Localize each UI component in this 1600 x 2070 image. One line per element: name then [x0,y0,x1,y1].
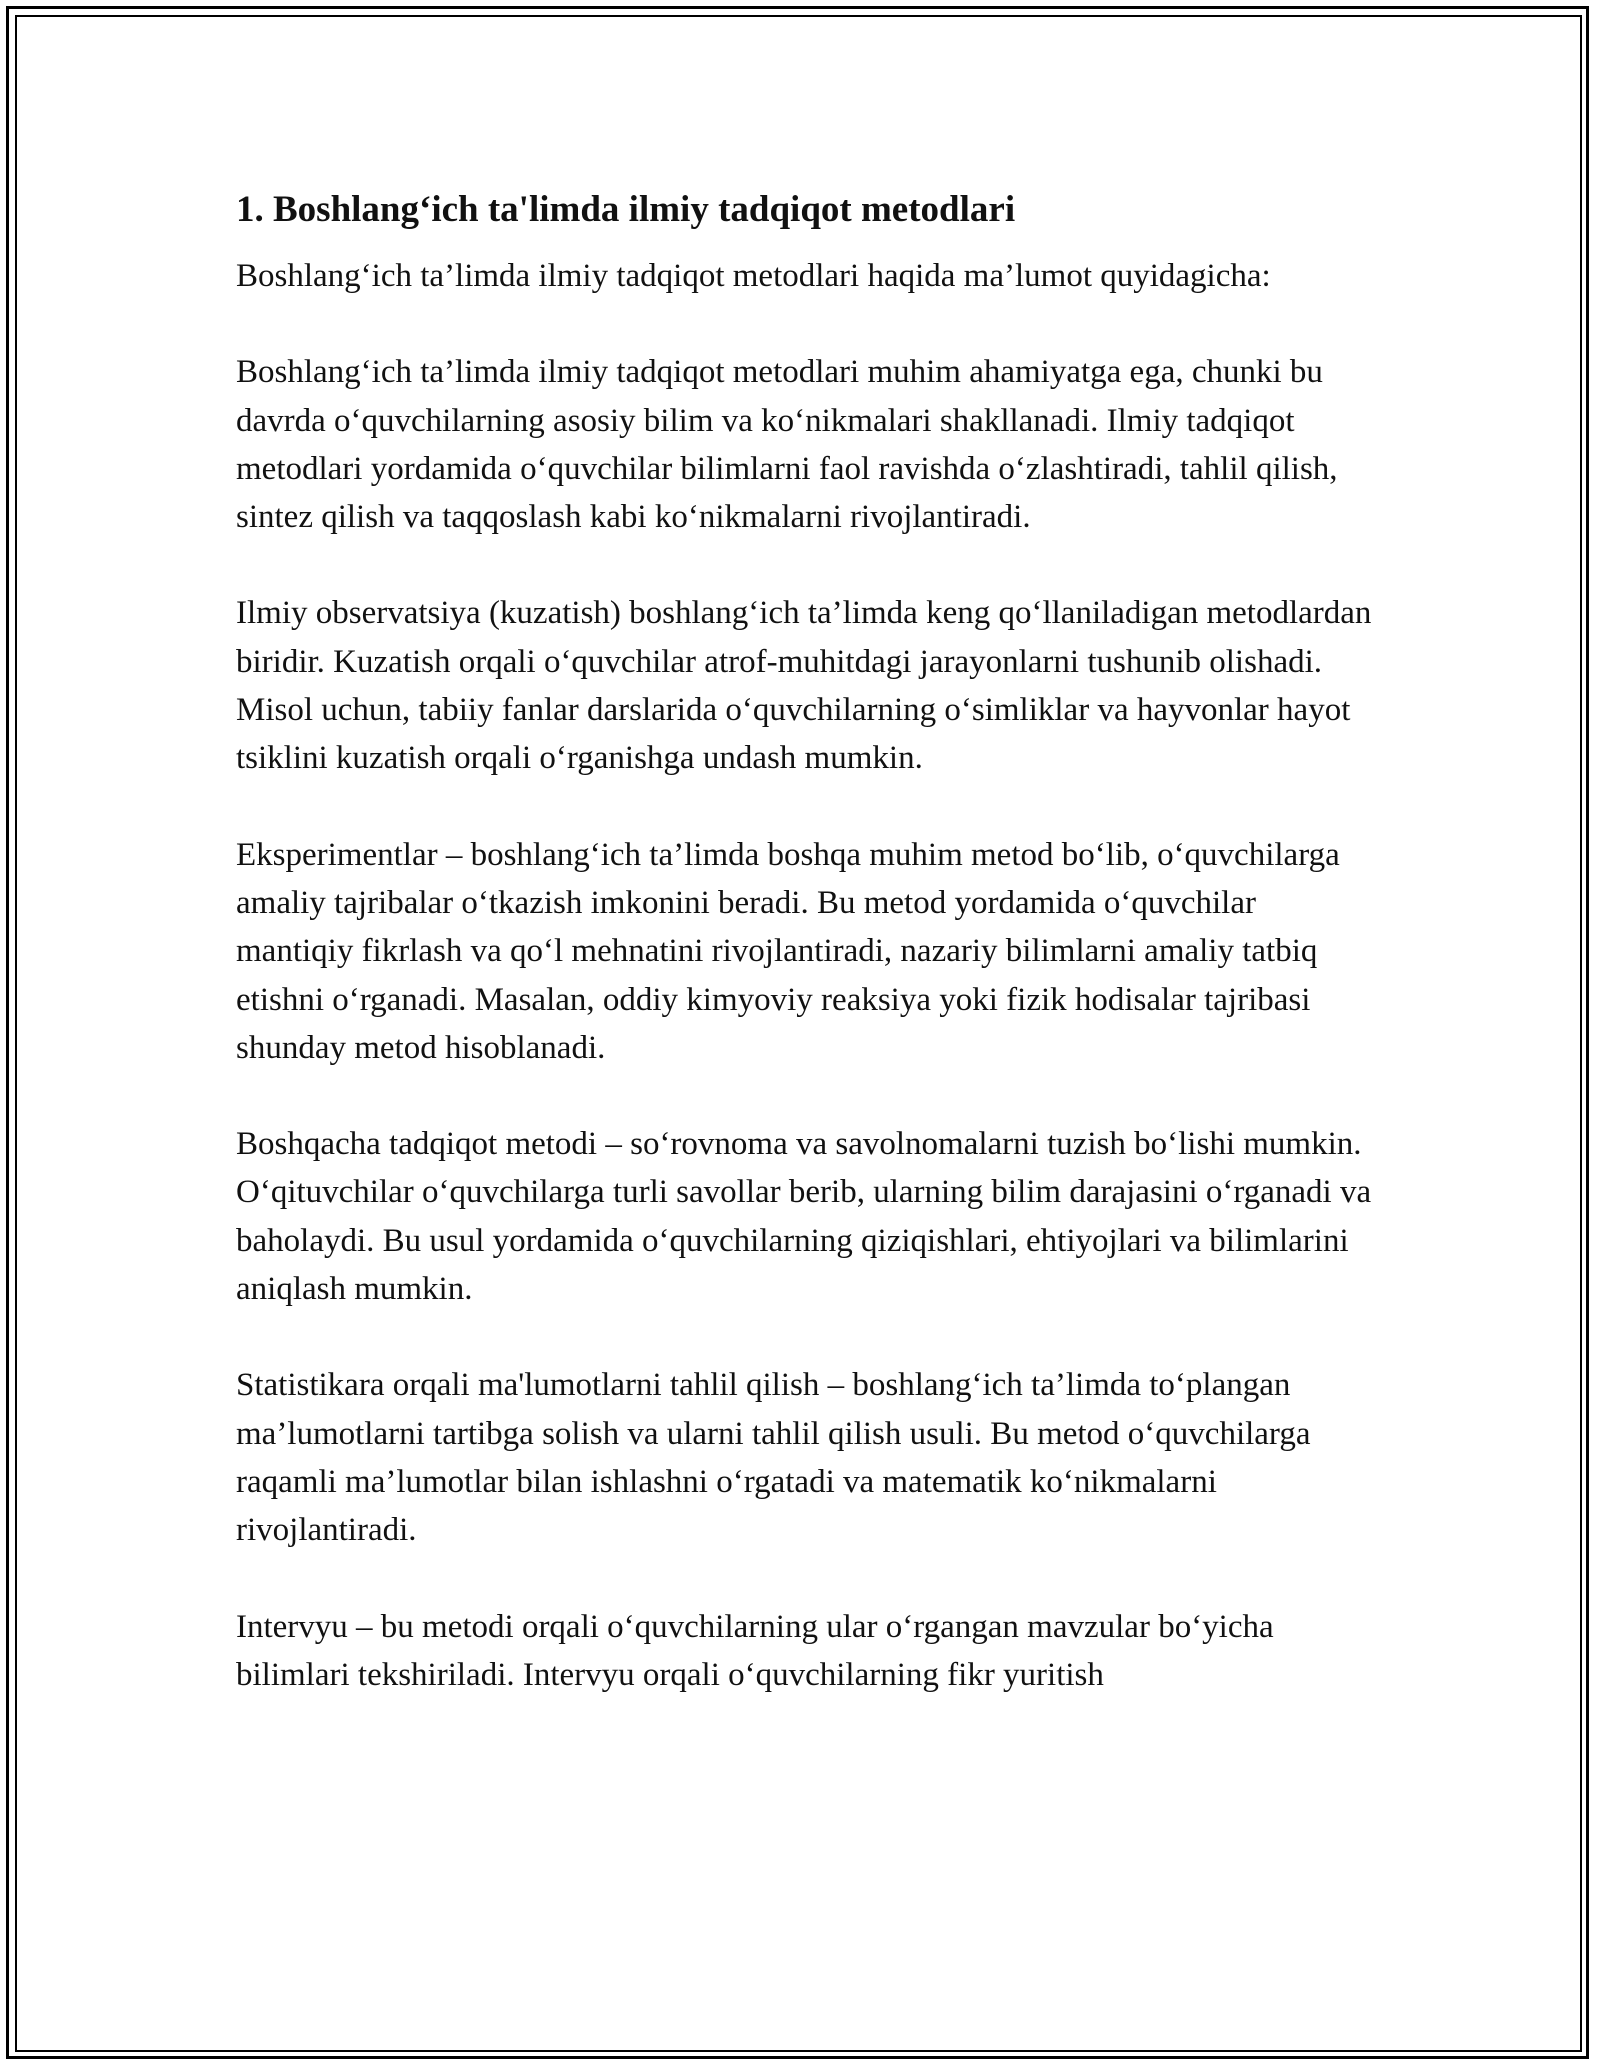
document-page [236,186,1376,1747]
paragraph-intro: Boshlang‘ich ta’limda ilmiy tadqiqot metodlari haqida ma’lumot quyidagicha: [236,258,1271,294]
paragraph-experiments: Eksperimentlar – boshlang‘ich ta’limda boshqa muhim metod bo‘lib, o‘quvchilarga amaliy tajribalar o‘tkazish imkonini beradi. Bu metod yordamida o‘quvchilar mantiqiy fikrlash va qo‘l mehnatini rivojlantiradi, nazariy bilimlarni amaliy tatbiq etishni o‘rganadi. Masalan, oddiy kimyoviy reaksiya yoki fizik hodisalar tajribasi shunday metod hisoblanadi. [236,836,1340,1066]
document-title: 1. Boshlang‘ich ta'limda ilmiy tadqiqot metodlari [236,189,1016,230]
paragraph-interview: Intervyu – bu metodi orqali o‘quvchilarning ular o‘rgangan mavzular bo‘yicha bilimlari tekshiriladi. Intervyu orqali o‘quvchilarning fikr yuritish [236,1608,1274,1693]
paragraph-observation: Ilmiy observatsiya (kuzatish) boshlang‘ich ta’limda keng qo‘llaniladigan metodlardan biridir. Kuzatish orqali o‘quvchilar atrof-muhitdagi jarayonlarni tushunib olishadi. Misol uchun, tabiiy fanlar darslarida o‘quvchilarning o‘simliklar va hayvonlar hayot tsiklini kuzatish orqali o‘rganishga undash mumkin. [236,595,1372,777]
paragraph-surveys: Boshqacha tadqiqot metodi – so‘rovnoma va savolnomalarni tuzish bo‘lishi mumkin. O‘qituvchilar o‘quvchilarga turli savollar berib, ularning bilim darajasini o‘rganadi va baholaydi. Bu usul yordamida o‘quvchilarning qiziqishlari, ehtiyojlari va bilimlarini aniqlash mumkin. [236,1126,1372,1308]
paragraph-statistics: Statistikara orqali ma'lumotlarni tahlil qilish – boshlang‘ich ta’limda to‘plangan ma’lumotlarni tartibga solish va ularni tahlil qilish usuli. Bu metod o‘quvchilarga raqamli ma’lumotlar bilan ishlashni o‘rgatadi va matematik ko‘nikmalarni rivojlantiradi. [236,1367,1311,1549]
paragraph-importance: Boshlang‘ich ta’limda ilmiy tadqiqot metodlari muhim ahamiyatga ega, chunki bu davrda o‘quvchilarning asosiy bilim va ko‘nikmalari shakllanadi. Ilmiy tadqiqot metodlari yordamida o‘quvchilar bilimlarni faol ravishda o‘zlashtiradi, tahlil qilish, sintez qilish va taqqoslash kabi ko‘nikmalarni rivojlantiradi. [236,354,1338,536]
